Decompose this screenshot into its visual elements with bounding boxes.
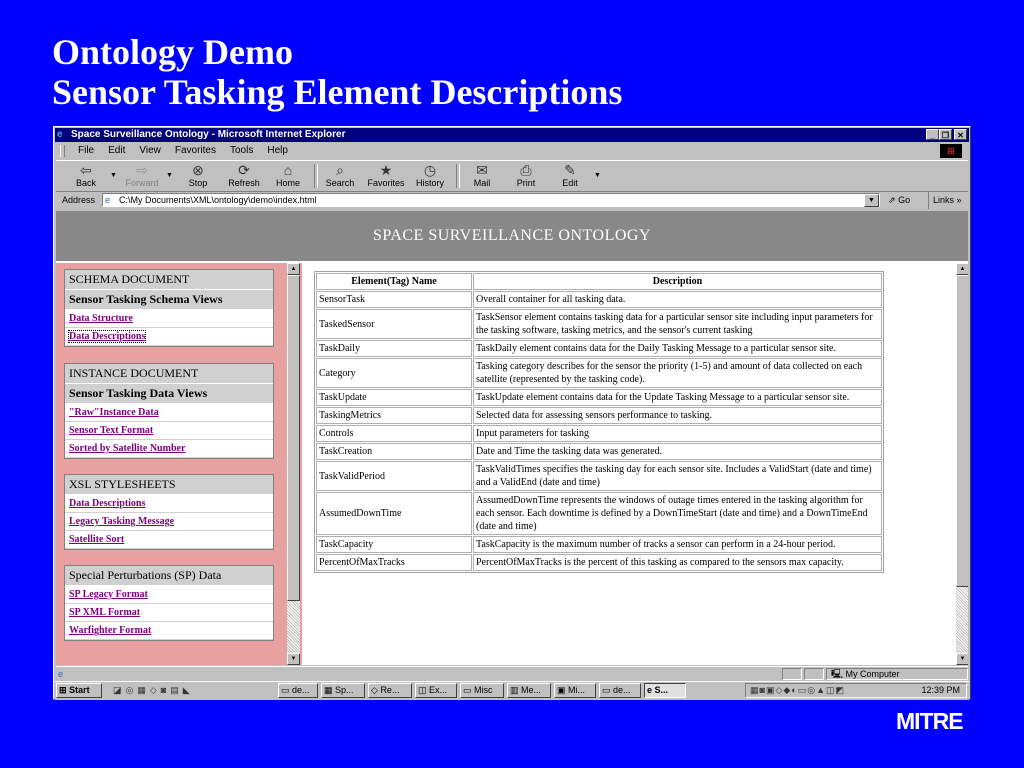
menu-favorites[interactable]: Favorites — [174, 145, 216, 156]
home-button[interactable]: ⌂ Home — [266, 162, 310, 190]
table-row — [316, 492, 882, 535]
table-header-row — [316, 273, 882, 290]
nav-link-satellite-sort[interactable]: Satellite Sort — [65, 531, 273, 549]
edit-button[interactable]: ✎ Edit — [548, 162, 592, 190]
element-description: Tasking category describes for the sensor the priority (1-5) and amount of data collected on each satellite (represented by the tasking code). — [473, 358, 882, 388]
scroll-up-button[interactable]: ▲ — [956, 263, 968, 275]
address-bar — [56, 191, 968, 209]
folder-icon: ▭ — [463, 685, 472, 695]
nav-subheading: Sensor Tasking Data Views — [65, 384, 273, 404]
computer-icon: 🖳 — [831, 669, 844, 679]
windows-flag-icon: ⊞ — [59, 685, 67, 695]
history-button[interactable]: ◷ History — [408, 162, 452, 190]
nav-heading: Special Perturbations (SP) Data — [65, 566, 273, 586]
edit-dropdown[interactable]: ▼ — [594, 172, 601, 179]
system-tray — [745, 683, 967, 698]
nav-section-schema — [64, 269, 274, 347]
browser-window — [53, 126, 971, 700]
minimize-button[interactable]: _ — [926, 129, 939, 140]
nav-heading: INSTANCE DOCUMENT — [65, 364, 273, 384]
element-description: Date and Time the tasking data was generated. — [473, 443, 882, 460]
nav-link-data-structure[interactable]: Data Structure — [65, 310, 273, 328]
nav-link-sensor-text[interactable]: Sensor Text Format — [65, 422, 273, 440]
content-scrollbar[interactable] — [956, 263, 968, 665]
address-value: C:\My Documents\XML\ontology\demo\index.html — [119, 195, 317, 205]
scroll-thumb[interactable] — [956, 275, 968, 587]
nav-link-xsl-data-descriptions[interactable]: Data Descriptions — [65, 495, 273, 513]
folder-icon: ▭ — [281, 685, 290, 695]
element-name: TaskUpdate — [316, 389, 472, 406]
table-row — [316, 358, 882, 388]
taskbar-item[interactable]: ▭ Misc — [460, 683, 504, 698]
slide-title — [52, 32, 622, 112]
nav-section-instance — [64, 363, 274, 459]
nav-link-warfighter[interactable]: Warfighter Format — [65, 622, 273, 640]
toolbar — [56, 160, 968, 192]
table-row — [316, 389, 882, 406]
refresh-icon: ⟳ — [238, 162, 250, 178]
menu-grip — [60, 145, 65, 157]
taskbar-item-active[interactable]: e S... — [644, 683, 686, 698]
clock: 12:39 PM — [921, 685, 960, 695]
folder-icon: ▭ — [602, 685, 611, 695]
element-name: TaskCreation — [316, 443, 472, 460]
nav-frame — [56, 263, 302, 665]
nav-subheading: Sensor Tasking Schema Views — [65, 290, 273, 310]
nav-link-legacy-tasking[interactable]: Legacy Tasking Message — [65, 513, 273, 531]
nav-link-sp-legacy[interactable]: SP Legacy Format — [65, 586, 273, 604]
taskbar-item[interactable]: ▭ de... — [599, 683, 641, 698]
window-titlebar[interactable] — [55, 128, 969, 142]
table-row — [316, 340, 882, 357]
element-name: TaskCapacity — [316, 536, 472, 553]
element-name: Controls — [316, 425, 472, 442]
slide-title-line2: Sensor Tasking Element Descriptions — [52, 72, 623, 112]
ie-logo-icon: e — [647, 685, 653, 695]
menu-bar — [56, 143, 968, 159]
page-status-icon: e — [58, 669, 64, 679]
element-description: Selected data for assessing sensors performance to tasking. — [473, 407, 882, 424]
status-pane — [804, 668, 824, 680]
nav-section-xsl — [64, 474, 274, 550]
element-name: Category — [316, 358, 472, 388]
status-pane — [782, 668, 802, 680]
element-description: AssumedDownTime represents the windows of outage times entered in the tasking algorithm for each sensor. Each downtime is defined by a DownTimeStart (date and time) and a DownTimeEnd (date and time) — [473, 492, 882, 535]
element-name: TaskValidPeriod — [316, 461, 472, 491]
ie-logo-icon: e — [57, 129, 63, 140]
status-zone: 🖳 My Computer — [826, 668, 968, 680]
scroll-down-button[interactable]: ▼ — [956, 653, 968, 665]
app-icon: ▣ — [557, 685, 566, 695]
scroll-thumb[interactable] — [287, 275, 300, 601]
history-icon: ◷ — [423, 162, 437, 178]
back-button[interactable]: ⇦ Back — [64, 162, 108, 190]
element-name: TaskedSensor — [316, 309, 472, 339]
page-content — [56, 211, 968, 665]
go-arrow-icon: ⇗ — [888, 195, 896, 205]
table-row — [316, 443, 882, 460]
element-name: TaskDaily — [316, 340, 472, 357]
table-row — [316, 291, 882, 308]
menu-file[interactable]: File — [78, 145, 95, 156]
element-description: TaskSensor element contains tasking data for a particular sensor site including input parameters for the tasking software, tasking metrics, and the sensor's current tasking — [473, 309, 882, 339]
nav-section-sp — [64, 565, 274, 641]
element-name: SensorTask — [316, 291, 472, 308]
nav-link-raw-instance[interactable]: "Raw"Instance Data — [65, 404, 273, 422]
address-dropdown[interactable]: ▼ — [864, 194, 879, 207]
print-icon: ⎙ — [520, 162, 532, 178]
favorites-button[interactable]: ★ Favorites — [364, 162, 408, 190]
element-name: AssumedDownTime — [316, 492, 472, 535]
edit-icon: ✎ — [564, 162, 576, 178]
nav-link-data-descriptions[interactable]: Data Descriptions — [65, 328, 273, 346]
taskbar-item[interactable]: ▣ Mi... — [554, 683, 596, 698]
stop-button[interactable]: ⊗ Stop — [176, 162, 220, 190]
status-bar — [56, 666, 968, 681]
back-dropdown[interactable]: ▼ — [110, 172, 117, 179]
app-icon: ◫ — [418, 685, 427, 695]
mitre-logo: MITRE — [896, 708, 963, 734]
forward-dropdown[interactable]: ▼ — [166, 172, 173, 179]
element-description: Overall container for all tasking data. — [473, 291, 882, 308]
slide-title-line1: Ontology Demo — [52, 32, 293, 72]
windows-logo-icon: ⊞ — [940, 144, 962, 158]
table-row — [316, 309, 882, 339]
forward-button[interactable]: ⇨ Forward — [120, 162, 164, 190]
menu-help[interactable]: Help — [267, 145, 288, 156]
taskbar-item[interactable]: ▥ Me... — [507, 683, 551, 698]
menu-tools[interactable]: Tools — [229, 145, 254, 156]
table-row — [316, 461, 882, 491]
forward-arrow-icon: ⇨ — [136, 162, 148, 178]
scroll-up-button[interactable]: ▲ — [287, 263, 300, 275]
descriptions-table — [314, 271, 884, 573]
app-icon: ◇ — [371, 685, 378, 695]
tray-icons[interactable]: ▦◙▣◇◆◐▭◎▲◫◩ — [750, 685, 845, 695]
element-description: TaskValidTimes specifies the tasking day for each sensor site. Includes a ValidStart (date and time) and a ValidEnd (date and time) — [473, 461, 882, 491]
favorites-icon: ★ — [379, 162, 393, 178]
search-button[interactable]: ⌕ Search — [318, 162, 362, 190]
table-row — [316, 425, 882, 442]
taskbar-item[interactable]: ◫ Ex... — [415, 683, 457, 698]
nav-link-sorted-satellite[interactable]: Sorted by Satellite Number — [65, 440, 273, 458]
content-frame — [304, 263, 968, 665]
app-icon: ▥ — [510, 685, 519, 695]
element-description: PercentOfMaxTracks is the percent of this tasking as compared to the sensors max capacity. — [473, 554, 882, 571]
element-description: Input parameters for tasking — [473, 425, 882, 442]
go-button[interactable]: ⇗ Go — [888, 195, 911, 205]
quick-launch-icons[interactable]: ◪◎▦◇◙▤◣ — [113, 685, 194, 695]
home-icon: ⌂ — [283, 162, 293, 178]
page-icon: e — [105, 195, 111, 205]
table-row — [316, 554, 882, 571]
table-row — [316, 536, 882, 553]
page-banner: SPACE SURVEILLANCE ONTOLOGY — [56, 211, 968, 261]
scroll-down-button[interactable]: ▼ — [287, 653, 300, 665]
print-button[interactable]: ⎙ Print — [504, 162, 548, 190]
element-name: TaskingMetrics — [316, 407, 472, 424]
table-row — [316, 407, 882, 424]
element-description: TaskUpdate element contains data for the Update Tasking Message to a particular sensor site. — [473, 389, 882, 406]
nav-scrollbar[interactable] — [287, 263, 300, 665]
refresh-button[interactable]: ⟳ Refresh — [222, 162, 266, 190]
menu-edit[interactable]: Edit — [108, 145, 126, 156]
column-header: Description — [473, 273, 882, 290]
element-name: PercentOfMaxTracks — [316, 554, 472, 571]
start-button[interactable]: ⊞ Start — [56, 683, 102, 698]
links-button[interactable]: Links » — [928, 191, 962, 209]
stop-icon: ⊗ — [192, 162, 204, 178]
taskbar-item[interactable]: ▭ de... — [278, 683, 318, 698]
taskbar — [55, 681, 969, 700]
mail-icon: ✉ — [476, 162, 488, 178]
back-arrow-icon: ⇦ — [80, 162, 92, 178]
search-icon: ⌕ — [336, 162, 344, 178]
address-label: Address — [62, 195, 96, 205]
nav-link-sp-xml[interactable]: SP XML Format — [65, 604, 273, 622]
nav-heading: XSL STYLESHEETS — [65, 475, 273, 495]
element-description: TaskDaily element contains data for the Daily Tasking Message to a particular sensor site. — [473, 340, 882, 357]
maximize-button[interactable]: ❐ — [939, 129, 952, 140]
nav-heading: SCHEMA DOCUMENT — [65, 270, 273, 290]
element-description: TaskCapacity is the maximum number of tracks a sensor can perform in a 24-hour period. — [473, 536, 882, 553]
taskbar-item[interactable]: ◇ Re... — [368, 683, 412, 698]
column-header: Element(Tag) Name — [316, 273, 472, 290]
app-icon: ▦ — [324, 685, 333, 695]
menu-view[interactable]: View — [139, 145, 161, 156]
taskbar-item[interactable]: ▦ Sp... — [321, 683, 365, 698]
window-title: Space Surveillance Ontology - Microsoft Internet Explorer — [71, 129, 346, 140]
close-button[interactable]: ✕ — [954, 129, 967, 140]
address-input[interactable] — [102, 193, 880, 207]
mail-button[interactable]: ✉ Mail — [460, 162, 504, 190]
